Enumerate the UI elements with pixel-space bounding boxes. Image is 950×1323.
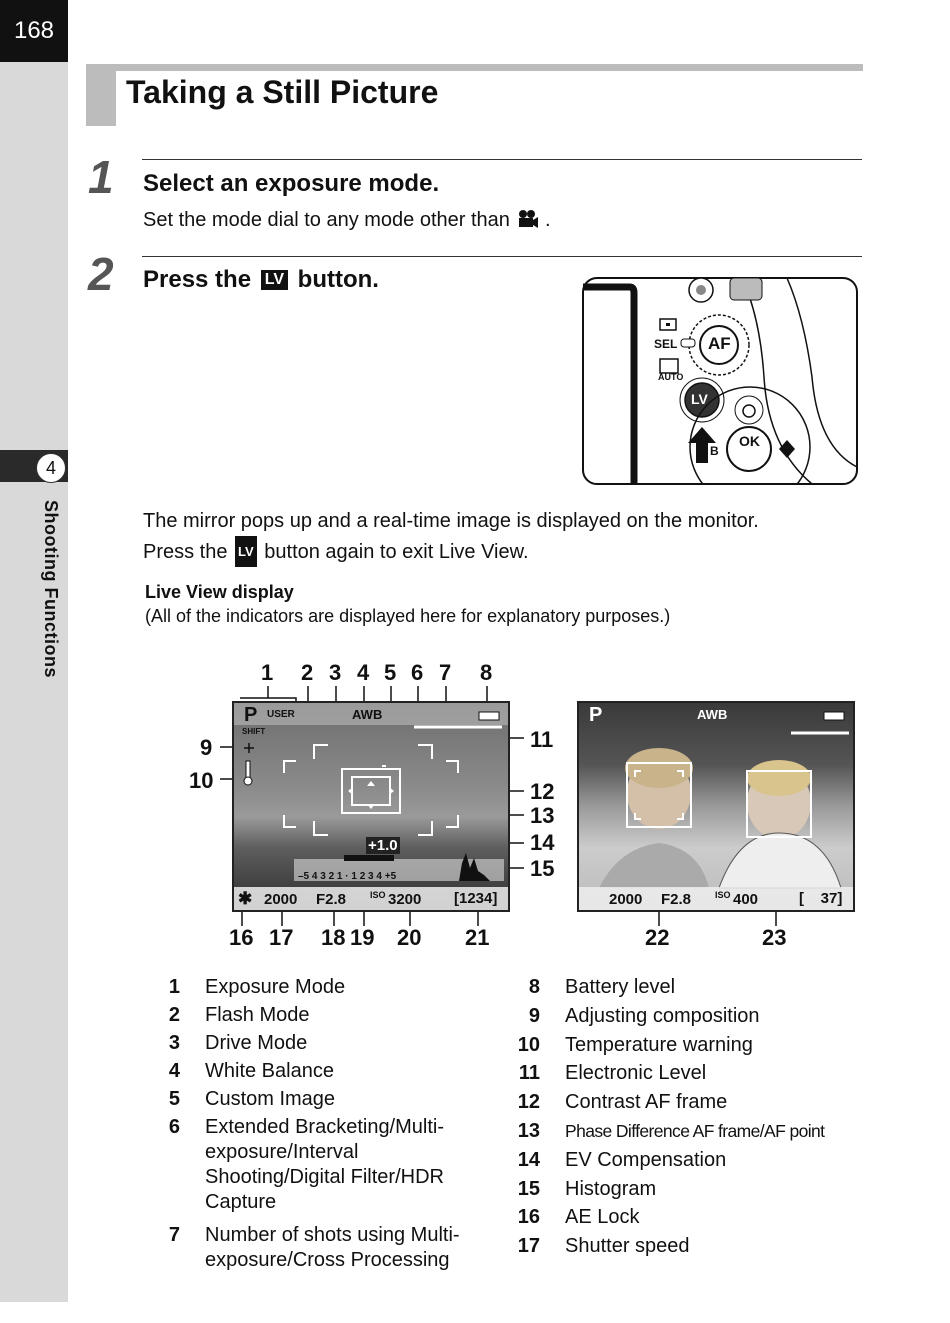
legend-item bbox=[150, 1029, 490, 1057]
callout-15: 15 bbox=[530, 856, 555, 881]
legend-item bbox=[510, 1146, 870, 1175]
legend-label: Exposure Mode bbox=[205, 976, 346, 998]
legend-label: Flash Mode bbox=[205, 1004, 310, 1026]
legend-item bbox=[150, 1057, 490, 1085]
callout-20: 20 bbox=[397, 925, 422, 950]
legend-item bbox=[510, 1002, 870, 1031]
camera-ok-label: OK bbox=[739, 433, 760, 449]
legend-label: Number of shots using Multi-exposure/Cross Processing bbox=[205, 1224, 460, 1271]
legend-label: Phase Difference AF frame/AF point bbox=[565, 1120, 825, 1141]
face-detect-screen bbox=[577, 701, 855, 912]
legend-num: 15 bbox=[517, 1177, 540, 1200]
legend-label: Extended Bracketing/Multi-exposure/Interval Shooting/Digital Filter/HDR Capture bbox=[205, 1116, 445, 1213]
aperture: F2.8 bbox=[661, 891, 692, 908]
iso-label: ISO bbox=[715, 890, 731, 900]
legend-right bbox=[510, 973, 870, 1261]
legend-item bbox=[510, 1088, 870, 1117]
legend-num: 16 bbox=[517, 1206, 540, 1229]
callout-5: 5 bbox=[384, 660, 397, 685]
white-balance: AWB bbox=[697, 707, 728, 722]
live-view-heading: Live View display bbox=[145, 582, 294, 602]
callout-13: 13 bbox=[530, 803, 555, 828]
callout-1: 1 bbox=[261, 660, 274, 685]
legend-label: EV Compensation bbox=[565, 1148, 727, 1171]
legend-num: 12 bbox=[517, 1091, 540, 1114]
callout-7: 7 bbox=[439, 660, 452, 685]
legend-num: 5 bbox=[168, 1088, 180, 1110]
chapter-number: 4 bbox=[36, 453, 66, 483]
ae-lock: ✱ bbox=[238, 889, 253, 908]
shift-label: SHIFT bbox=[242, 727, 266, 736]
legend-item bbox=[150, 1113, 490, 1215]
callout-17: 17 bbox=[269, 925, 294, 950]
legend-item bbox=[150, 1223, 490, 1273]
callout-19: 19 bbox=[350, 925, 375, 950]
legend-label: Histogram bbox=[565, 1177, 657, 1200]
legend-label: Temperature warning bbox=[565, 1033, 753, 1056]
page-title: Taking a Still Picture bbox=[126, 74, 439, 110]
callout-4: 4 bbox=[357, 660, 370, 685]
step-number: 1 bbox=[88, 151, 114, 203]
callout-8: 8 bbox=[480, 660, 493, 685]
callout-21: 21 bbox=[465, 925, 490, 950]
camera-sel-label: SEL bbox=[654, 337, 678, 351]
camera-b-label: B bbox=[710, 444, 719, 458]
live-view-screen bbox=[232, 701, 510, 912]
legend-label: Drive Mode bbox=[205, 1032, 308, 1054]
legend-num: 14 bbox=[517, 1148, 540, 1171]
shots-remaining: [ 37] bbox=[799, 890, 843, 907]
step-heading-prefix: Press the bbox=[143, 266, 252, 293]
legend-item bbox=[510, 1117, 870, 1146]
callout-16: 16 bbox=[229, 925, 254, 950]
iso-label: ISO bbox=[370, 890, 386, 900]
legend-label: Shutter speed bbox=[565, 1235, 690, 1258]
legend-item bbox=[150, 973, 490, 1001]
camera-af-label: AF bbox=[708, 334, 731, 353]
iso-value: 400 bbox=[733, 891, 759, 908]
aperture: F2.8 bbox=[316, 891, 347, 908]
step-body-suffix: . bbox=[545, 209, 551, 231]
iso-value: 3200 bbox=[388, 891, 422, 908]
legend-item bbox=[150, 1085, 490, 1113]
legend-left bbox=[150, 973, 490, 1273]
callout-14: 14 bbox=[530, 830, 555, 855]
face-detect-graphics bbox=[579, 703, 853, 910]
description-suffix: button again to exit Live View. bbox=[264, 541, 529, 563]
callout-2: 2 bbox=[301, 660, 314, 685]
legend-num: 3 bbox=[168, 1032, 180, 1054]
legend-label: Battery level bbox=[565, 976, 676, 998]
legend-item bbox=[510, 1031, 870, 1060]
legend-num: 1 bbox=[168, 976, 180, 998]
description-line1: The mirror pops up and a real-time image is displayed on the monitor. bbox=[143, 510, 759, 532]
legend-label: Electronic Level bbox=[565, 1062, 707, 1085]
camera-auto-label: AUTO bbox=[658, 372, 684, 382]
shutter-speed: 2000 bbox=[609, 891, 643, 908]
callout-12: 12 bbox=[530, 779, 555, 804]
camera-lv-label: LV bbox=[691, 391, 708, 407]
step-body-text: Set the mode dial to any mode other than bbox=[143, 209, 510, 231]
legend-label: Adjusting composition bbox=[565, 1004, 760, 1027]
live-view-note: (All of the indicators are displayed here for explanatory purposes.) bbox=[145, 606, 671, 626]
callout-9: 9 bbox=[200, 735, 213, 760]
callout-3: 3 bbox=[329, 660, 342, 685]
page-number: 168 bbox=[0, 0, 68, 62]
description-prefix: Press the bbox=[143, 541, 228, 563]
legend-item bbox=[510, 1203, 870, 1232]
step-number: 2 bbox=[88, 248, 114, 300]
legend-num: 9 bbox=[528, 1004, 540, 1027]
exposure-mode: P bbox=[589, 704, 603, 726]
chapter-label: Shooting Functions bbox=[41, 500, 61, 678]
callout-23: 23 bbox=[762, 925, 787, 950]
step-heading-suffix: button. bbox=[297, 266, 379, 293]
legend-num: 11 bbox=[518, 1062, 540, 1085]
callout-6: 6 bbox=[411, 660, 424, 685]
legend-num: 8 bbox=[528, 976, 540, 998]
lv-badge: LV bbox=[235, 536, 257, 567]
legend-label: AE Lock bbox=[565, 1206, 640, 1229]
ev-scale: –5 4 3 2 1 · 1 2 3 4 +5 bbox=[298, 871, 397, 882]
legend-label: White Balance bbox=[205, 1060, 334, 1082]
ev-compensation: +1.0 bbox=[368, 837, 398, 854]
legend-num: 2 bbox=[168, 1004, 180, 1026]
callout-11: 11 bbox=[530, 727, 554, 752]
shutter-speed: 2000 bbox=[264, 891, 298, 908]
legend-num: 13 bbox=[517, 1119, 540, 1142]
legend-num: 4 bbox=[168, 1060, 180, 1082]
legend-num: 7 bbox=[168, 1224, 180, 1246]
legend-item bbox=[150, 1001, 490, 1029]
exposure-mode: P bbox=[244, 704, 258, 726]
legend-label: Contrast AF frame bbox=[565, 1091, 728, 1114]
legend-label: Custom Image bbox=[205, 1088, 336, 1110]
lv-badge: LV bbox=[261, 270, 288, 290]
shots-remaining: [1234] bbox=[454, 890, 498, 907]
white-balance: AWB bbox=[352, 707, 383, 722]
step-heading: Select an exposure mode. bbox=[143, 170, 440, 197]
legend-item bbox=[510, 1175, 870, 1204]
legend-num: 17 bbox=[517, 1235, 540, 1258]
legend-item bbox=[510, 973, 870, 1002]
legend-num: 6 bbox=[168, 1116, 180, 1138]
user-label: USER bbox=[267, 709, 295, 720]
legend-item bbox=[510, 1232, 870, 1261]
callout-18: 18 bbox=[321, 925, 346, 950]
callout-22: 22 bbox=[645, 925, 670, 950]
callout-10: 10 bbox=[189, 768, 214, 793]
legend-num: 10 bbox=[517, 1033, 540, 1056]
legend-item bbox=[510, 1059, 870, 1088]
